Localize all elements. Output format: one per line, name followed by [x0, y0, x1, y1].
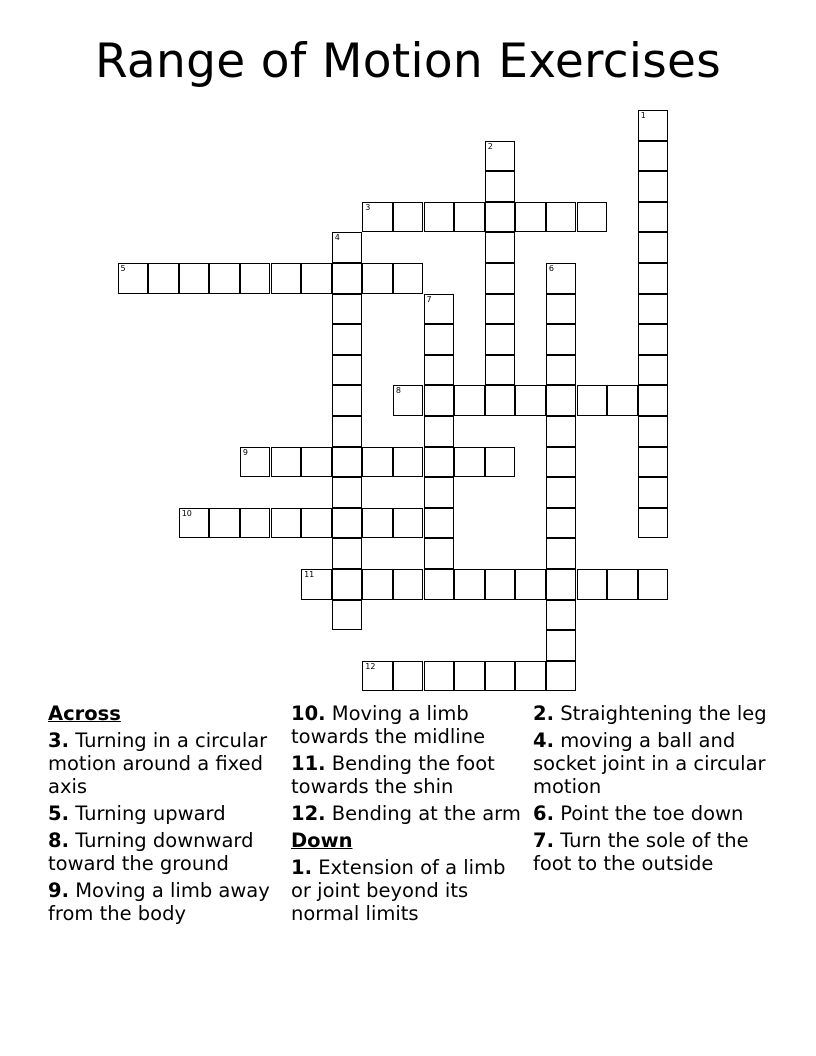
grid-cell[interactable]	[638, 263, 669, 294]
grid-cell[interactable]	[546, 263, 577, 294]
grid-cell[interactable]	[485, 171, 516, 202]
grid-cell[interactable]	[424, 508, 455, 539]
grid-cell[interactable]	[148, 263, 179, 294]
grid-cell[interactable]	[485, 569, 516, 600]
grid-cell[interactable]	[485, 661, 516, 692]
grid-cell[interactable]	[332, 477, 363, 508]
clues-column-3	[533, 702, 768, 879]
grid-cell[interactable]	[454, 447, 485, 478]
clue-across-5	[48, 802, 283, 825]
grid-cell[interactable]	[485, 324, 516, 355]
grid-cell[interactable]	[240, 263, 271, 294]
grid-cell[interactable]	[271, 508, 302, 539]
grid-cell[interactable]	[424, 202, 455, 233]
grid-cell[interactable]	[424, 569, 455, 600]
clue-number: 10.	[291, 702, 326, 725]
grid-cell[interactable]	[485, 294, 516, 325]
grid-cell[interactable]	[179, 508, 210, 539]
clue-text: moving a ball and socket joint in a circular motion	[533, 729, 766, 798]
clue-text: Turning in a circular motion around a fixed axis	[48, 729, 268, 798]
grid-cell[interactable]	[393, 569, 424, 600]
page-title: Range of Motion Exercises	[95, 34, 721, 89]
clue-text: Turn the sole of the foot to the outside	[533, 829, 749, 875]
grid-cell[interactable]	[209, 263, 240, 294]
grid-cell[interactable]	[393, 385, 424, 416]
grid-cell[interactable]	[546, 355, 577, 386]
clue-number: 12.	[291, 802, 326, 825]
grid-cell[interactable]	[546, 477, 577, 508]
grid-cell[interactable]	[362, 202, 393, 233]
cell-number: 9	[242, 447, 248, 457]
grid-cell[interactable]	[546, 661, 577, 692]
clue-down-4	[533, 729, 768, 798]
grid-cell[interactable]	[424, 294, 455, 325]
grid-cell[interactable]	[332, 416, 363, 447]
grid-cell[interactable]	[424, 416, 455, 447]
grid-cell[interactable]	[393, 447, 424, 478]
cell-number: 6	[548, 264, 554, 273]
grid-cell[interactable]	[424, 447, 455, 478]
grid-cell[interactable]	[332, 324, 363, 355]
clue-number: 11.	[291, 752, 326, 775]
grid-cell[interactable]	[332, 385, 363, 416]
grid-cell[interactable]	[454, 385, 485, 416]
clue-across-9	[48, 879, 283, 925]
grid-cell[interactable]	[454, 202, 485, 233]
grid-cell[interactable]	[546, 324, 577, 355]
grid-cell[interactable]	[332, 538, 363, 569]
grid-cell[interactable]	[332, 600, 363, 631]
grid-cell[interactable]	[546, 294, 577, 325]
grid-cell[interactable]	[546, 538, 577, 569]
cell-number: 7	[426, 294, 432, 304]
grid-cell[interactable]	[485, 202, 516, 233]
grid-cell[interactable]	[424, 477, 455, 508]
clue-number: 4.	[533, 729, 554, 752]
grid-cell[interactable]	[485, 385, 516, 416]
grid-cell[interactable]	[179, 263, 210, 294]
grid-cell[interactable]	[638, 569, 669, 600]
grid-cell[interactable]	[332, 569, 363, 600]
clue-text: Turning upward	[75, 802, 226, 825]
grid-cell[interactable]	[393, 202, 424, 233]
cell-number: 4	[334, 233, 340, 243]
grid-cell[interactable]	[362, 447, 393, 478]
grid-cell[interactable]	[638, 447, 669, 478]
grid-cell[interactable]	[332, 232, 363, 263]
grid-cell[interactable]	[454, 569, 485, 600]
grid-cell[interactable]	[577, 569, 608, 600]
clue-text: Moving a limb away from the body	[48, 879, 270, 925]
clues-column-2	[291, 702, 526, 929]
clue-across-11	[291, 752, 526, 798]
grid-cell[interactable]	[638, 294, 669, 325]
grid-cell[interactable]	[485, 263, 516, 294]
grid-cell[interactable]	[577, 385, 608, 416]
grid-cell[interactable]	[546, 202, 577, 233]
grid-cell[interactable]	[332, 355, 363, 386]
grid-cell[interactable]	[424, 661, 455, 692]
grid-cell[interactable]	[485, 355, 516, 386]
grid-cell[interactable]	[607, 385, 638, 416]
grid-cell[interactable]	[515, 385, 546, 416]
grid-cell[interactable]	[393, 661, 424, 692]
clues-column-1	[48, 702, 283, 929]
clue-down-6	[533, 802, 768, 825]
clue-text: Straightening the leg	[560, 702, 767, 725]
grid-cell[interactable]	[332, 263, 363, 294]
cell-number: 5	[120, 264, 126, 273]
clue-down-2	[533, 702, 768, 725]
grid-cell[interactable]	[638, 508, 669, 539]
cell-number: 3	[365, 202, 371, 212]
grid-cell[interactable]	[577, 202, 608, 233]
clue-number: 6.	[533, 802, 554, 825]
grid-cell[interactable]	[607, 569, 638, 600]
grid-cell[interactable]	[638, 324, 669, 355]
grid-cell[interactable]	[424, 385, 455, 416]
clue-number: 9.	[48, 879, 69, 902]
grid-cell[interactable]	[424, 355, 455, 386]
grid-cell[interactable]	[638, 171, 669, 202]
clue-text: Turning downward toward the ground	[48, 829, 254, 875]
grid-cell[interactable]	[362, 661, 393, 692]
grid-cell[interactable]	[118, 263, 149, 294]
grid-cell[interactable]	[332, 508, 363, 539]
grid-cell[interactable]	[393, 263, 424, 294]
clue-number: 8.	[48, 829, 69, 852]
grid-cell[interactable]	[301, 569, 332, 600]
grid-cell[interactable]	[209, 508, 240, 539]
grid-cell[interactable]	[515, 202, 546, 233]
grid-cell[interactable]	[424, 538, 455, 569]
grid-cell[interactable]	[301, 508, 332, 539]
clue-text: Bending the foot towards the shin	[291, 752, 495, 798]
clue-text: Bending at the arm	[331, 802, 521, 825]
clue-text: Extension of a limb or joint beyond its normal limits	[291, 856, 506, 925]
grid-cell[interactable]	[424, 324, 455, 355]
grid-cell[interactable]	[638, 416, 669, 447]
cell-number: 1	[640, 111, 646, 120]
grid-cell[interactable]	[271, 263, 302, 294]
grid-cell[interactable]	[638, 477, 669, 508]
clue-number: 1.	[291, 856, 312, 879]
grid-cell[interactable]	[546, 600, 577, 631]
grid-cell[interactable]	[240, 508, 271, 539]
down-heading: Down	[291, 829, 353, 852]
grid-cell[interactable]	[271, 447, 302, 478]
cell-number: 12	[365, 661, 376, 671]
clue-down-7	[533, 829, 768, 875]
grid-cell[interactable]	[515, 569, 546, 600]
grid-cell[interactable]	[301, 447, 332, 478]
cell-number: 8	[395, 386, 401, 396]
grid-cell[interactable]	[638, 355, 669, 386]
grid-cell[interactable]	[638, 385, 669, 416]
clue-number: 3.	[48, 729, 69, 752]
grid-cell[interactable]	[515, 661, 546, 692]
grid-cell[interactable]	[546, 447, 577, 478]
grid-cell[interactable]	[362, 508, 393, 539]
grid-cell[interactable]	[638, 141, 669, 172]
clue-text: Moving a limb towards the midline	[291, 702, 486, 748]
cell-number: 10	[181, 508, 192, 518]
grid-cell[interactable]	[546, 385, 577, 416]
clue-across-12	[291, 802, 526, 825]
grid-cell[interactable]	[546, 508, 577, 539]
clue-down-1	[291, 856, 526, 925]
grid-cell[interactable]	[546, 569, 577, 600]
clue-text: Point the toe down	[560, 802, 744, 825]
grid-cell[interactable]	[485, 232, 516, 263]
clue-number: 2.	[533, 702, 554, 725]
grid-cell[interactable]	[638, 232, 669, 263]
clue-across-8	[48, 829, 283, 875]
grid-cell[interactable]	[362, 263, 393, 294]
across-heading: Across	[48, 702, 121, 725]
grid-cell[interactable]	[638, 202, 669, 233]
grid-cell[interactable]	[393, 508, 424, 539]
grid-cell[interactable]	[301, 263, 332, 294]
clue-across-10	[291, 702, 526, 748]
clue-number: 5.	[48, 802, 69, 825]
clue-across-3	[48, 729, 283, 798]
grid-cell[interactable]	[546, 630, 577, 661]
grid-cell[interactable]	[485, 141, 516, 172]
grid-cell[interactable]	[362, 569, 393, 600]
grid-cell[interactable]	[454, 661, 485, 692]
grid-cell[interactable]	[485, 447, 516, 478]
grid-cell[interactable]	[240, 447, 271, 478]
clue-number: 7.	[533, 829, 554, 852]
cell-number: 11	[304, 570, 315, 579]
cell-number: 2	[487, 141, 493, 151]
grid-cell[interactable]	[638, 110, 669, 141]
grid-cell[interactable]	[546, 416, 577, 447]
grid-cell[interactable]	[332, 447, 363, 478]
grid-cell[interactable]	[332, 294, 363, 325]
